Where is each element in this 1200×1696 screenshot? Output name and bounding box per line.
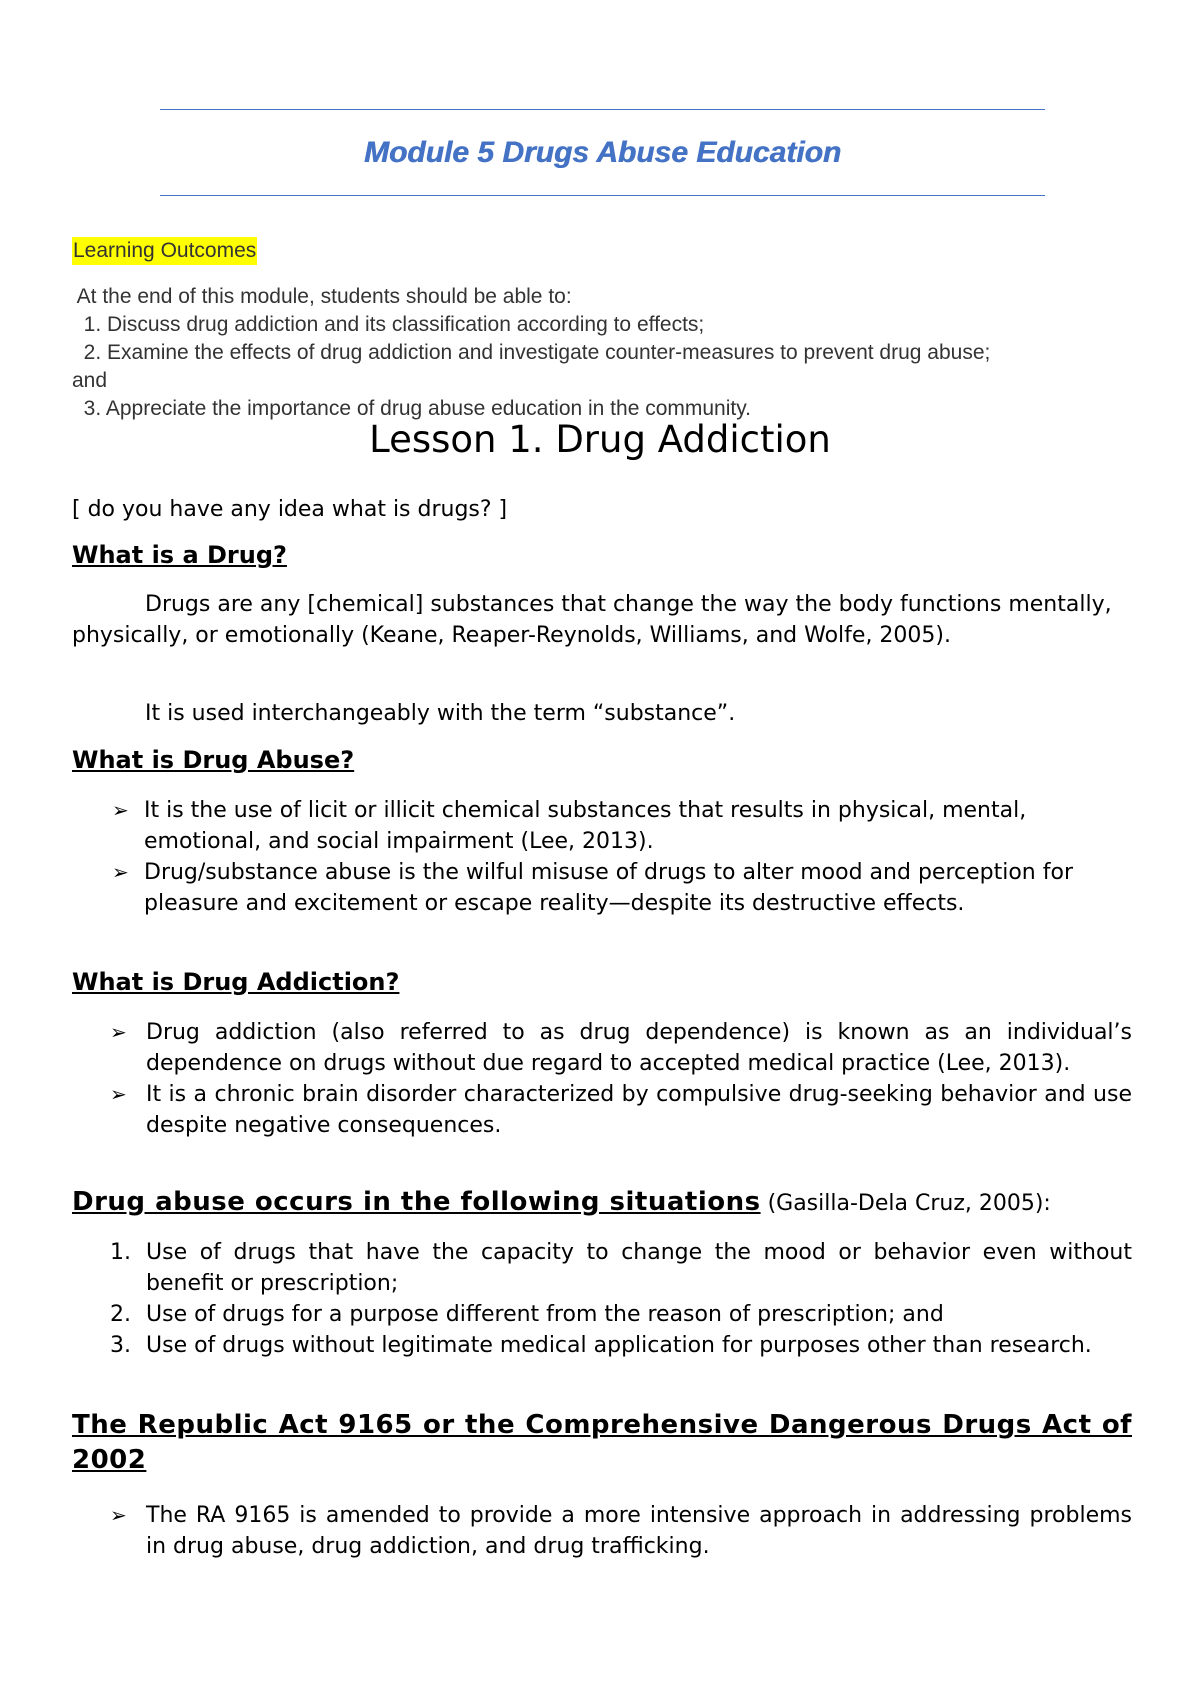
list-item (72, 857, 1132, 919)
bullet-text: Drug/substance abuse is the wilful misuse of drugs to alter mood and perception for pleasure and excitement or escape reality—despite its destructive effects. (144, 860, 1073, 916)
learning-outcomes-list (72, 283, 1132, 423)
heading-drug-abuse-situations: Drug abuse occurs in the following situations (72, 1187, 761, 1217)
title-top-rule (160, 109, 1045, 110)
learning-outcome-item: 1. Discuss drug addiction and its classification according to effects; (72, 313, 705, 336)
arrow-bullet-icon: ➢ (110, 1082, 127, 1106)
learning-outcomes-label: Learning Outcomes (72, 237, 257, 265)
arrow-bullet-icon: ➢ (112, 798, 129, 822)
drug-definition-paragraph: Drugs are any [chemical] substances that change the way the body functions mentally, physically, or emotionally (Keane, Reaper-Reynolds, Williams, and Wolfe, 2005). (72, 592, 1112, 648)
situations-citation: (Gasilla-Dela Cruz, 2005): (760, 1191, 1051, 1216)
heading-ra-9165: The Republic Act 9165 or the Comprehensive Dangerous Drugs Act of 2002 (72, 1410, 1132, 1475)
bullet-text: It is a chronic brain disorder characterized by compulsive drug-seeking behavior and use despite negative consequences. (146, 1082, 1132, 1138)
module-title: Module 5 Drugs Abuse Education (363, 136, 842, 169)
title-bottom-rule (160, 195, 1045, 196)
list-number: 1. (110, 1240, 131, 1265)
heading-what-is-drug-abuse: What is Drug Abuse? (72, 746, 355, 774)
list-item (72, 795, 1132, 857)
bullet-text: It is the use of licit or illicit chemical substances that results in physical, mental, emotional, and social impairment (Lee, 2013). (144, 798, 1027, 854)
list-text: Use of drugs for a purpose different from the reason of prescription; and (146, 1302, 944, 1327)
ra-9165-bullets (72, 1500, 1132, 1562)
drug-abuse-bullets (72, 795, 1132, 919)
bullet-text: Drug addiction (also referred to as drug dependence) is known as an individual’s dependence on drugs without due regard to accepted medical practice (Lee, 2013). (146, 1020, 1132, 1076)
learning-outcome-item: 3. Appreciate the importance of drug abuse education in the community. (72, 397, 752, 420)
list-text: Use of drugs without legitimate medical application for purposes other than research. (146, 1333, 1092, 1358)
arrow-bullet-icon: ➢ (110, 1020, 127, 1044)
arrow-bullet-icon: ➢ (112, 860, 129, 884)
heading-what-is-drug-addiction: What is Drug Addiction? (72, 968, 400, 996)
situations-heading-line (72, 1187, 1132, 1219)
heading-what-is-drug: What is a Drug? (72, 541, 287, 569)
learning-outcomes-intro: At the end of this module, students should be able to: (72, 285, 572, 308)
drug-substance-paragraph: It is used interchangeably with the term “substance”. (145, 701, 736, 726)
list-item (72, 1330, 1132, 1361)
arrow-bullet-icon: ➢ (110, 1503, 127, 1527)
list-item (72, 1299, 1132, 1330)
drug-addiction-bullets (72, 1017, 1132, 1141)
list-item (72, 1079, 1132, 1141)
list-number: 3. (110, 1333, 131, 1358)
learning-outcome-item: 2. Examine the effects of drug addiction and investigate counter-measures to prevent drug abuse; (72, 341, 991, 364)
list-item (72, 1500, 1132, 1562)
list-item (72, 1017, 1132, 1079)
list-text: Use of drugs that have the capacity to change the mood or behavior even without benefit or prescription; (146, 1240, 1132, 1296)
list-number: 2. (110, 1302, 131, 1327)
bullet-text: The RA 9165 is amended to provide a more intensive approach in addressing problems in drug abuse, drug addiction, and drug trafficking. (146, 1503, 1132, 1559)
list-item (72, 1237, 1132, 1299)
learning-outcome-item: and (72, 369, 108, 392)
lesson-title: Lesson 1. Drug Addiction (369, 418, 831, 461)
situations-list (72, 1237, 1132, 1361)
lesson-prompt: [ do you have any idea what is drugs? ] (72, 497, 508, 522)
